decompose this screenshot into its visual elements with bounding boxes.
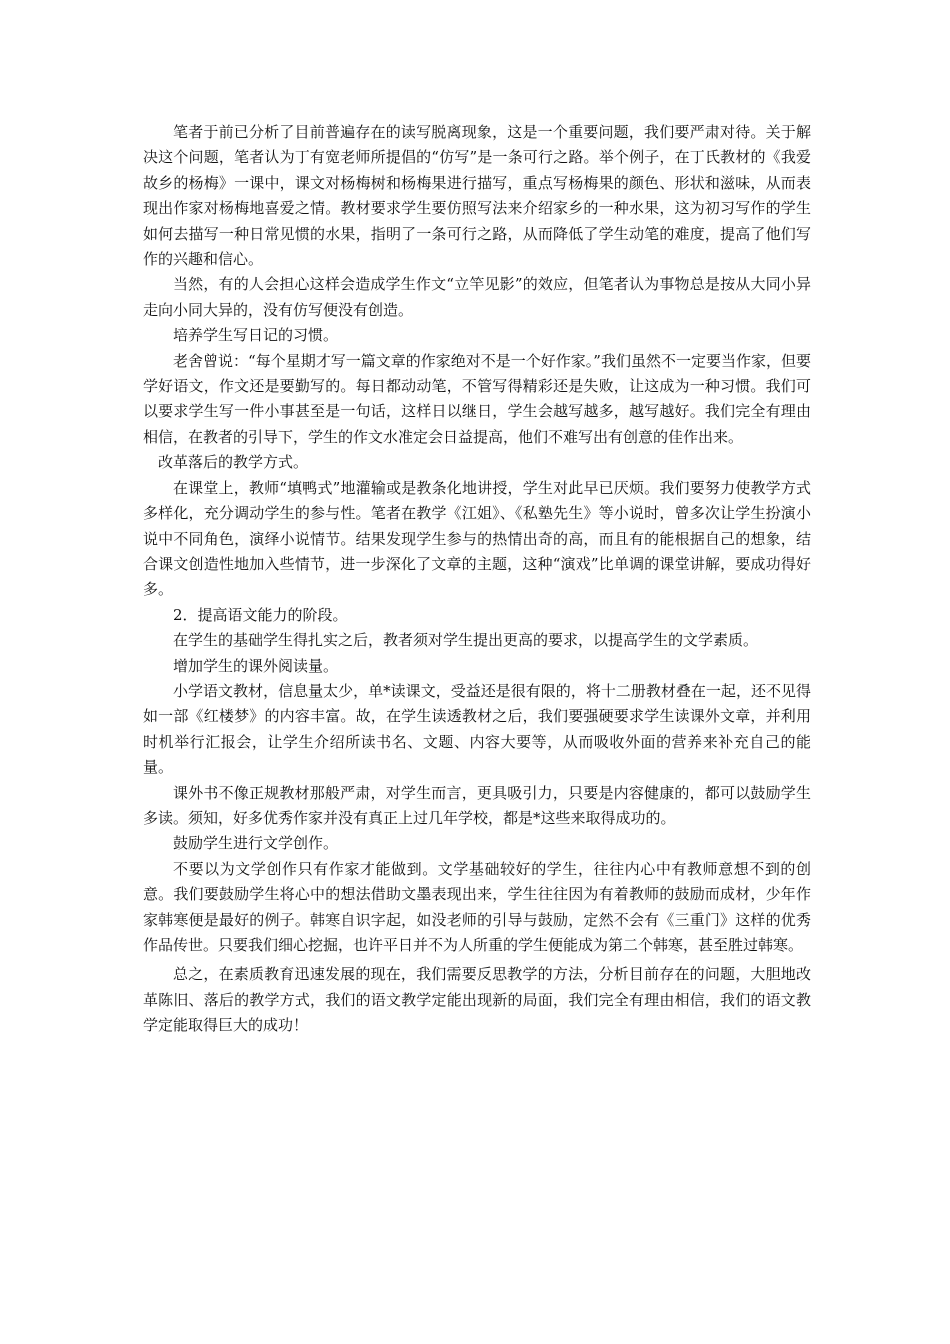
paragraph-extracurricular-books: 课外书不像正规教材那般严肃，对学生而言，更具吸引力，只要是内容健康的，都可以鼓励学生多读。须知，好多优秀作家并没有真正上过几年学校，都是*这些来取得成功的。	[143, 783, 811, 827]
heading-teaching-reform: 改革落后的教学方式。	[158, 453, 309, 472]
document-body	[143, 120, 811, 1039]
heading-extracurricular-reading: 增加学生的课外阅读量。	[173, 656, 339, 675]
paragraph-conclusion: 总之，在素质教育迅速发展的现在，我们需要反思教学的方法，分析目前存在的问题，大胆地改革陈旧、落后的教学方式，我们的语文教学定能出现新的局面，我们完全有理由相信，我们的语文教学定能取得巨大的成功！	[143, 965, 811, 1035]
heading-literary-creation: 鼓励学生进行文学创作。	[173, 834, 339, 853]
heading-stage-two: 2．提高语文能力的阶段。	[173, 605, 348, 624]
heading-diary-habit: 培养学生写日记的习惯。	[173, 326, 339, 345]
paragraph-imitation-concern: 当然，有的人会担心这样会造成学生作文“立竿见影”的效应，但笔者认为事物总是按从大同小异走向小同大异的，没有仿写便没有创造。	[143, 275, 811, 319]
paragraph-laoshe-quote: 老舍曾说：“每个星期才写一篇文章的作家绝对不是一个好作家。”我们虽然不一定要当作家，但要学好语文，作文还是要勤写的。每日都动动笔，不管写得精彩还是失败，让这成为一种习惯。我们可以要求学生写一件小事甚至是一句话，这样日以继日，学生会越写越多，越写越好。我们完全有理由相信，在教者的引导下，学生的作文水准定会日益提高，他们不难写出有创意的佳作出来。	[143, 351, 811, 446]
paragraph-imitation-writing: 笔者于前已分析了目前普遍存在的读写脱离现象，这是一个重要问题，我们要严肃对待。关于解决这个问题，笔者认为丁有宽老师所提倡的“仿写”是一条可行之路。举个例子，在丁氏教材的《我爱故乡的杨梅》一课中，课文对杨梅树和杨梅果进行描写，重点写杨梅果的颜色、形状和滋味，从而表现出作家对杨梅地喜爱之情。教材要求学生要仿照写法来介绍家乡的一种水果，这为初习写作的学生如何去描写一种日常见惯的水果，指明了一条可行之路，从而降低了学生动笔的难度，提高了他们写作的兴趣和信心。	[143, 123, 811, 269]
paragraph-hanhan-example: 不要以为文学创作只有作家才能做到。文学基础较好的学生，往往内心中有教师意想不到的创意。我们要鼓励学生将心中的想法借助文墨表现出来，学生往往因为有着教师的鼓励而成材，少年作家韩寒便是最好的例子。韩寒自识字起，如没老师的引导与鼓励，定然不会有《三重门》这样的优秀作品传世。只要我们细心挖掘，也许平日并不为人所重的学生便能成为第二个韩寒，甚至胜过韩寒。	[143, 859, 811, 954]
paragraph-higher-requirements: 在学生的基础学生得扎实之后，教者须对学生提出更高的要求，以提高学生的文学素质。	[173, 631, 759, 650]
paragraph-classroom-drama: 在课堂上，教师“填鸭式”地灌输或是教条化地讲授，学生对此早已厌烦。我们要努力使教学方式多样化，充分调动学生的参与性。笔者在教学《江姐》、《私塾先生》等小说时，曾多次让学生扮演小说中不同角色，演绎小说情节。结果发现学生参与的热情出奇的高，而且有的能根据自己的想象，结合课文创造性地加入些情节，进一步深化了文章的主题，这种“演戏”比单调的课堂讲解，要成功得好多。	[143, 478, 811, 599]
paragraph-reading-materials: 小学语文教材，信息量太少，单*读课文，受益还是很有限的，将十二册教材叠在一起，还不见得如一部《红楼梦》的内容丰富。故，在学生读透教材之后，我们要强硬要求学生读课外文章，并利用时机举行汇报会，让学生介绍所读书名、文题、内容大要等，从而吸收外面的营养来补充自己的能量。	[143, 681, 811, 777]
